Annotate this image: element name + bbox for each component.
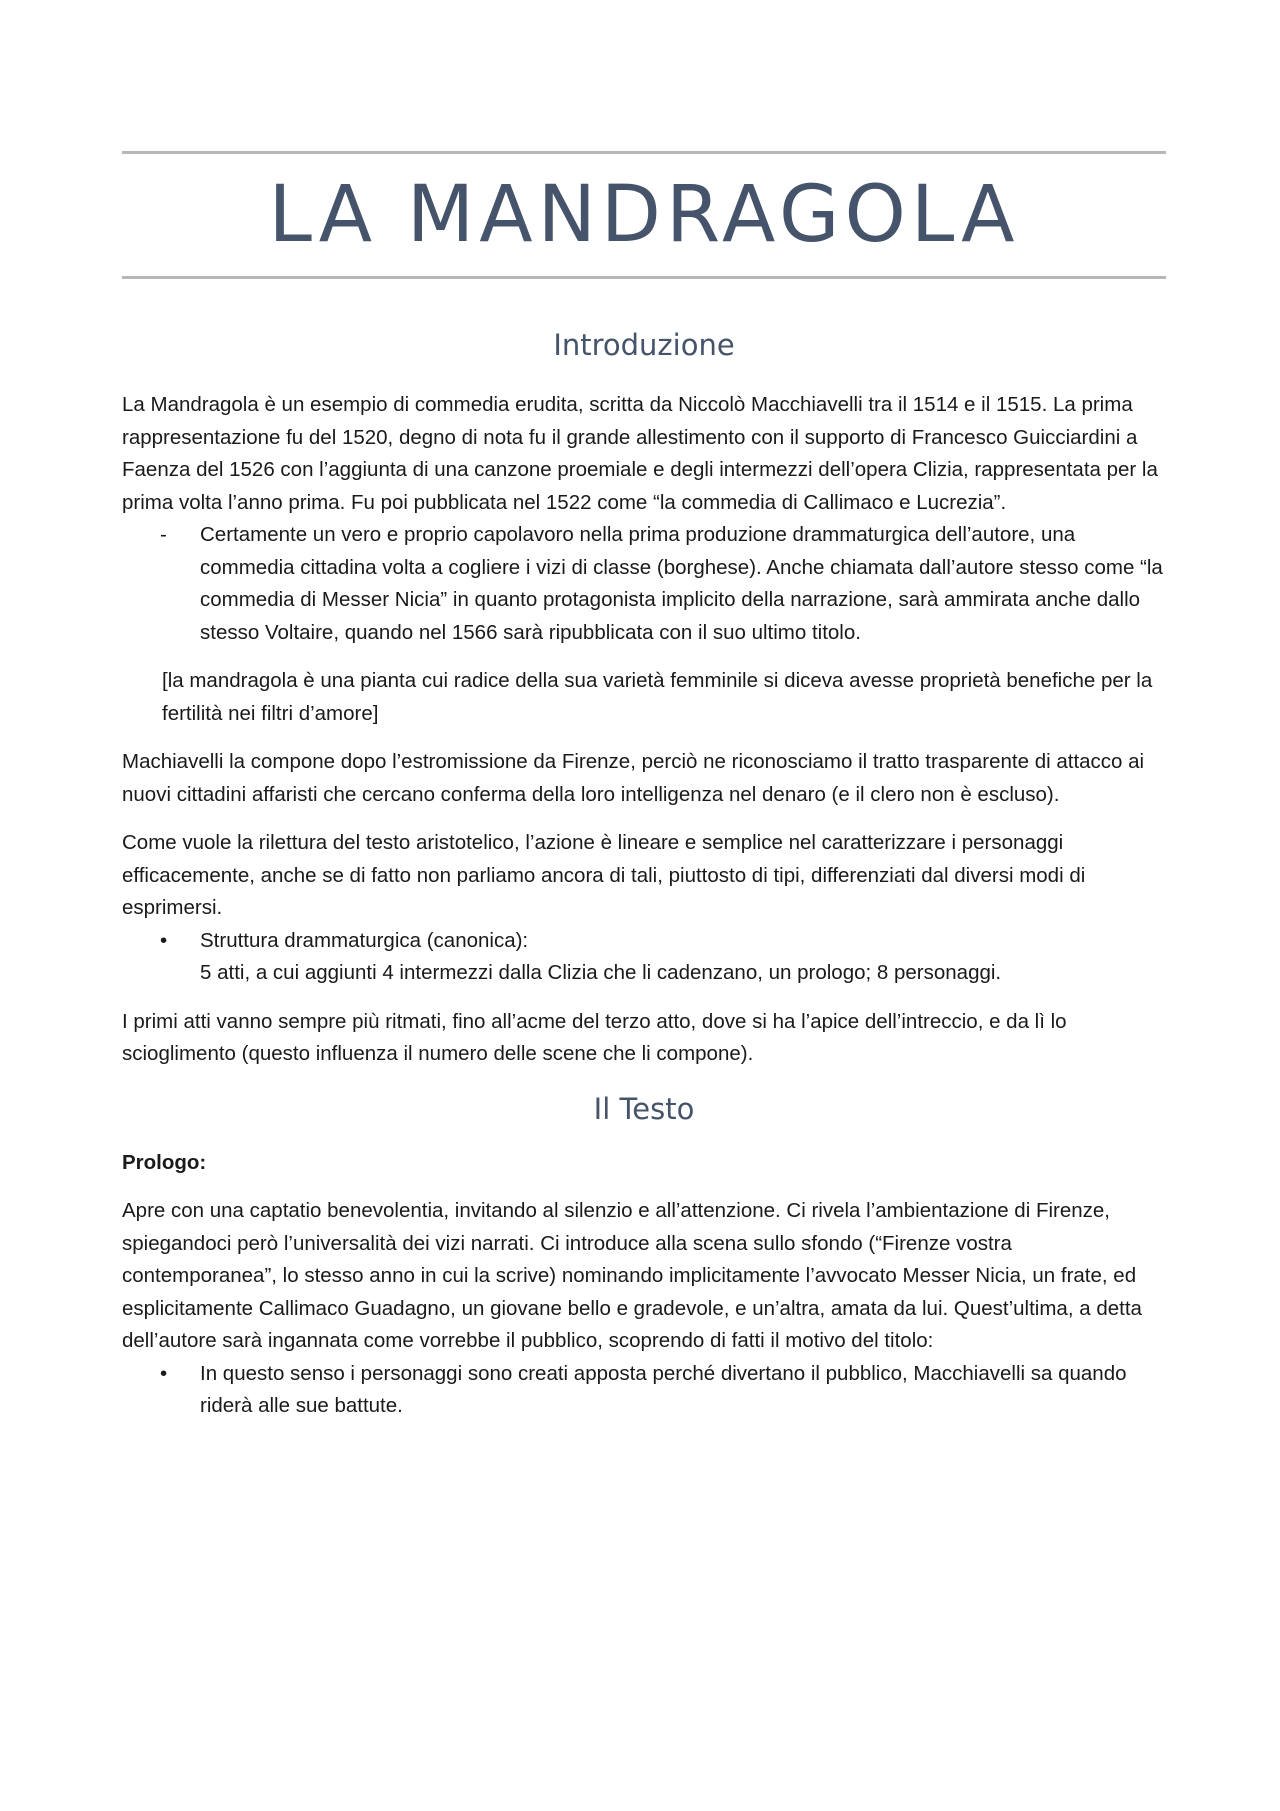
testo-paragraph-1: Apre con una captatio benevolentia, invitando al silenzio e all’attenzione. Ci rivela l’ambientazione di Firenze, spiegandoci però l’universalità dei vizi narrati. Ci introduce alla scena sullo sfondo (“Firenze vostra contemporanea”, lo stesso anno in cui la scrive) nominando implicitamente l’avvocato Messer Nicia, un frate, ed esplicitamente Callimaco Guadagno, un giovane bello e gradevole, e un’altra, amata da lui. Quest’ultima, a detta dell’autore sarà ingannata come vorrebbe il pubblico, scoprendo di fatti il motivo del titolo: — [122, 1199, 1142, 1352]
intro-note: [la mandragola è una pianta cui radice della sua varietà femminile si diceva avesse proprietà benefiche per la fertilità nei filtri d’amore] — [162, 669, 1153, 725]
document-title: LA MANDRAGOLA — [268, 170, 1020, 260]
bullet-marker: • — [160, 928, 168, 952]
intro-paragraph-3: Come vuole la rilettura del testo aristotelico, l’azione è lineare e semplice nel caratterizzare i personaggi efficacemente, anche se di fatto non parliamo ancora di tali, piuttosto di tipi, differenziati dal diversi modi di esprimersi. — [122, 831, 1086, 919]
prologo-label: Prologo: — [122, 1150, 207, 1174]
list-item-text: Certamente un vero e proprio capolavoro nella prima produzione drammaturgica dell’autore, una commedia cittadina volta a cogliere i vizi di classe (borghese). Anche chiamata dall’autore stesso come “la commedia di Messer Nicia” in quanto protagonista implicito della narrazione, sarà ammirata anche dallo stesso Voltaire, quando nel 1566 sarà ripubblicata con il suo ultimo titolo. — [200, 523, 1163, 644]
list-item-text: In questo senso i personaggi sono creati apposta perché divertano il pubblico, Macchiavelli sa quando riderà alle sue battute. — [200, 1361, 1127, 1417]
intro-dash-list — [122, 519, 1166, 649]
list-item-line-1: Struttura drammaturgica (canonica): — [200, 928, 529, 952]
testo-bullet-list — [122, 1358, 1166, 1423]
section-heading-il-testo: Il Testo — [593, 1091, 695, 1126]
intro-paragraph-2: Machiavelli la compone dopo l’estromissione da Firenze, perciò ne riconosciamo il tratto trasparente di attacco ai nuovi cittadini affaristi che cercano conferma della loro intelligenza nel denaro (e il clero non è escluso). — [122, 750, 1145, 806]
bullet-marker: • — [160, 1361, 168, 1385]
section-heading-introduzione: Introduzione — [553, 328, 735, 362]
list-item — [122, 925, 1166, 990]
intro-paragraph-1: La Mandragola è un esempio di commedia erudita, scritta da Niccolò Macchiavelli tra il 1514 e il 1515. La prima rappresentazione fu del 1520, degno di nota fu il grande allestimento con il supporto di Francesco Guicciardini a Faenza del 1526 con l’aggiunta di una canzone proemiale e degli intermezzi dell’opera Clizia, rappresentata per la prima volta l’anno prima. Fu poi pubblicata nel 1522 come “la commedia di Callimaco e Lucrezia”. — [122, 393, 1158, 514]
list-item — [122, 519, 1166, 649]
title-rule-bottom — [122, 276, 1166, 279]
intro-paragraph-4: I primi atti vanno sempre più ritmati, fino all’acme del terzo atto, dove si ha l’apice dell’intreccio, e da lì lo scioglimento (questo influenza il numero delle scene che li compone). — [122, 1009, 1067, 1065]
list-item — [122, 1358, 1166, 1423]
intro-bullet-list — [122, 925, 1166, 990]
document-page — [122, 0, 1166, 1423]
dash-marker: - — [160, 523, 167, 546]
list-item-line-2: 5 atti, a cui aggiunti 4 intermezzi dalla Clizia che li cadenzano, un prologo; 8 personaggi. — [200, 961, 1002, 984]
